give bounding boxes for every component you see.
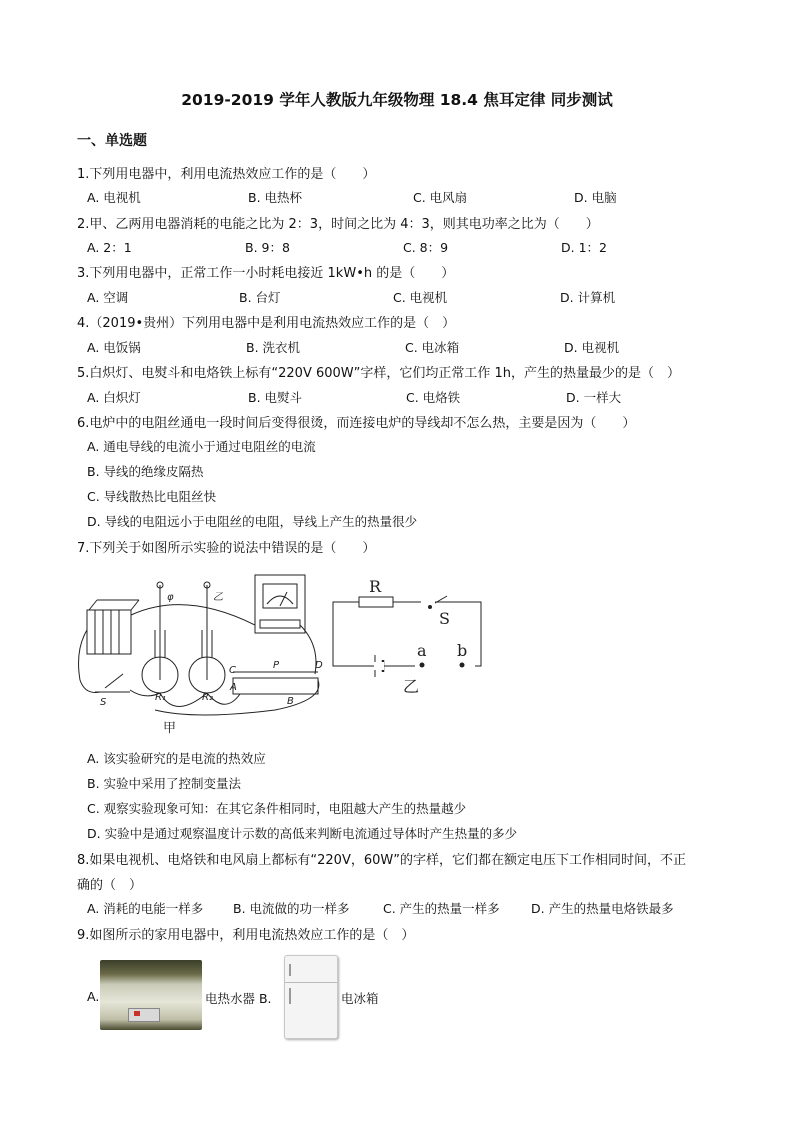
q5-option-b: B. 电熨斗 bbox=[248, 390, 303, 405]
label-jia: 甲 bbox=[163, 721, 177, 736]
q2-option-c: C. 8：9 bbox=[403, 240, 449, 255]
q4-option-d: D. 电视机 bbox=[564, 340, 620, 355]
label-b: b bbox=[457, 641, 468, 660]
q2-option-a: A. 2：1 bbox=[87, 240, 132, 255]
question-4-stem: 4.（2019•贵州）下列用电器中是利用电流热效应工作的是（ ） bbox=[77, 316, 456, 331]
q6-option-a: A. 通电导线的电流小于通过电阻丝的电流 bbox=[87, 439, 316, 454]
q6-option-c: C. 导线散热比电阻丝快 bbox=[87, 489, 217, 504]
question-2-stem: 2.甲、乙两用电器消耗的电能之比为 2：3，时间之比为 4：3，则其电功率之比为（ ） bbox=[77, 217, 599, 232]
label-z: 乙 bbox=[213, 592, 223, 603]
label-bb: B bbox=[287, 696, 294, 707]
label-yi: 乙 bbox=[403, 677, 420, 696]
q3-option-a: A. 空调 bbox=[87, 290, 129, 305]
q5-option-d: D. 一样大 bbox=[566, 390, 622, 405]
q6-option-d: D. 导线的电阻远小于电阻丝的电阻，导线上产生的热量很少 bbox=[87, 514, 418, 529]
q9-option-a-label: A. bbox=[87, 989, 100, 1004]
question-6-stem: 6.电炉中的电阻丝通电一段时间后变得很烫，而连接电炉的导线却不怎么热，主要是因为（ ） bbox=[77, 416, 636, 431]
label-c: C bbox=[229, 665, 236, 676]
q7-option-c: C. 观察实验现象可知：在其它条件相同时，电阻越大产生的热量越少 bbox=[87, 801, 467, 816]
label-s: S bbox=[439, 609, 450, 628]
q3-option-d: D. 计算机 bbox=[560, 290, 616, 305]
question-8-stem-cont: 确的（ ） bbox=[77, 878, 143, 893]
refrigerator-image bbox=[284, 955, 338, 1039]
label-d: D bbox=[315, 660, 323, 671]
label-r: R bbox=[369, 577, 382, 596]
q1-option-d: D. 电脑 bbox=[574, 190, 617, 205]
q4-option-c: C. 电冰箱 bbox=[405, 340, 460, 355]
q1-option-a: A. 电视机 bbox=[87, 190, 141, 205]
section-heading: 一、单选题 bbox=[77, 133, 147, 149]
question-7-stem: 7.下列关于如图所示实验的说法中错误的是（ ） bbox=[77, 541, 376, 556]
label-switch-s: S bbox=[100, 697, 107, 708]
q8-option-c: C. 产生的热量一样多 bbox=[383, 901, 500, 916]
q2-option-d: D. 1：2 bbox=[561, 240, 607, 255]
label-phi: φ bbox=[167, 592, 174, 603]
q9-option-b-text: 电冰箱 bbox=[341, 991, 379, 1006]
question-1-stem: 1.下列用电器中，利用电流热效应工作的是（ ） bbox=[77, 167, 376, 182]
page-title: 2019-2019 学年人教版九年级物理 18.4 焦耳定律 同步测试 bbox=[181, 91, 613, 109]
q4-option-a: A. 电饭锅 bbox=[87, 340, 141, 355]
q1-option-c: C. 电风扇 bbox=[413, 190, 468, 205]
question-5-stem: 5.白炽灯、电熨斗和电烙铁上标有“220V 600W”字样，它们均正常工作 1h，产生的热量最少的是（ ） bbox=[77, 366, 681, 381]
q8-option-b: B. 电流做的功一样多 bbox=[233, 901, 350, 916]
q6-option-b: B. 导线的绝缘皮隔热 bbox=[87, 464, 204, 479]
water-heater-image bbox=[100, 960, 202, 1030]
q8-option-d: D. 产生的热量电烙铁最多 bbox=[531, 901, 674, 916]
label-r1: R₁ bbox=[155, 692, 166, 703]
question-3-stem: 3.下列用电器中，正常工作一小时耗电接近 1kW•h 的是（ ） bbox=[77, 266, 455, 281]
label-r2: R₂ bbox=[202, 692, 213, 703]
rheostat bbox=[233, 678, 318, 694]
q5-option-c: C. 电烙铁 bbox=[406, 390, 461, 405]
question-8-stem: 8.如果电视机、电烙铁和电风扇上都标有“220V，60W”的字样，它们都在额定电压下工作相同时间，不正 bbox=[77, 853, 686, 868]
battery-box bbox=[87, 610, 131, 654]
label-a: a bbox=[417, 641, 427, 660]
q2-option-b: B. 9：8 bbox=[245, 240, 290, 255]
q3-option-b: B. 台灯 bbox=[239, 290, 281, 305]
q7-option-d: D. 实验中是通过观察温度计示数的高低来判断电流通过导体时产生热量的多少 bbox=[87, 826, 518, 841]
q5-option-a: A. 白炽灯 bbox=[87, 390, 141, 405]
experiment-figure bbox=[75, 570, 495, 740]
label-aa: A bbox=[230, 682, 237, 693]
question-9-stem: 9.如图所示的家用电器中，利用电流热效应工作的是（ ） bbox=[77, 928, 415, 943]
label-p: P bbox=[273, 660, 280, 671]
q4-option-b: B. 洗衣机 bbox=[246, 340, 301, 355]
q7-option-a: A. 该实验研究的是电流的热效应 bbox=[87, 751, 266, 766]
q1-option-b: B. 电热杯 bbox=[248, 190, 303, 205]
q8-option-a: A. 消耗的电能一样多 bbox=[87, 901, 204, 916]
q9-option-b-label: 电热水器 B. bbox=[205, 991, 272, 1006]
q7-option-b: B. 实验中采用了控制变量法 bbox=[87, 776, 242, 791]
q3-option-c: C. 电视机 bbox=[393, 290, 448, 305]
